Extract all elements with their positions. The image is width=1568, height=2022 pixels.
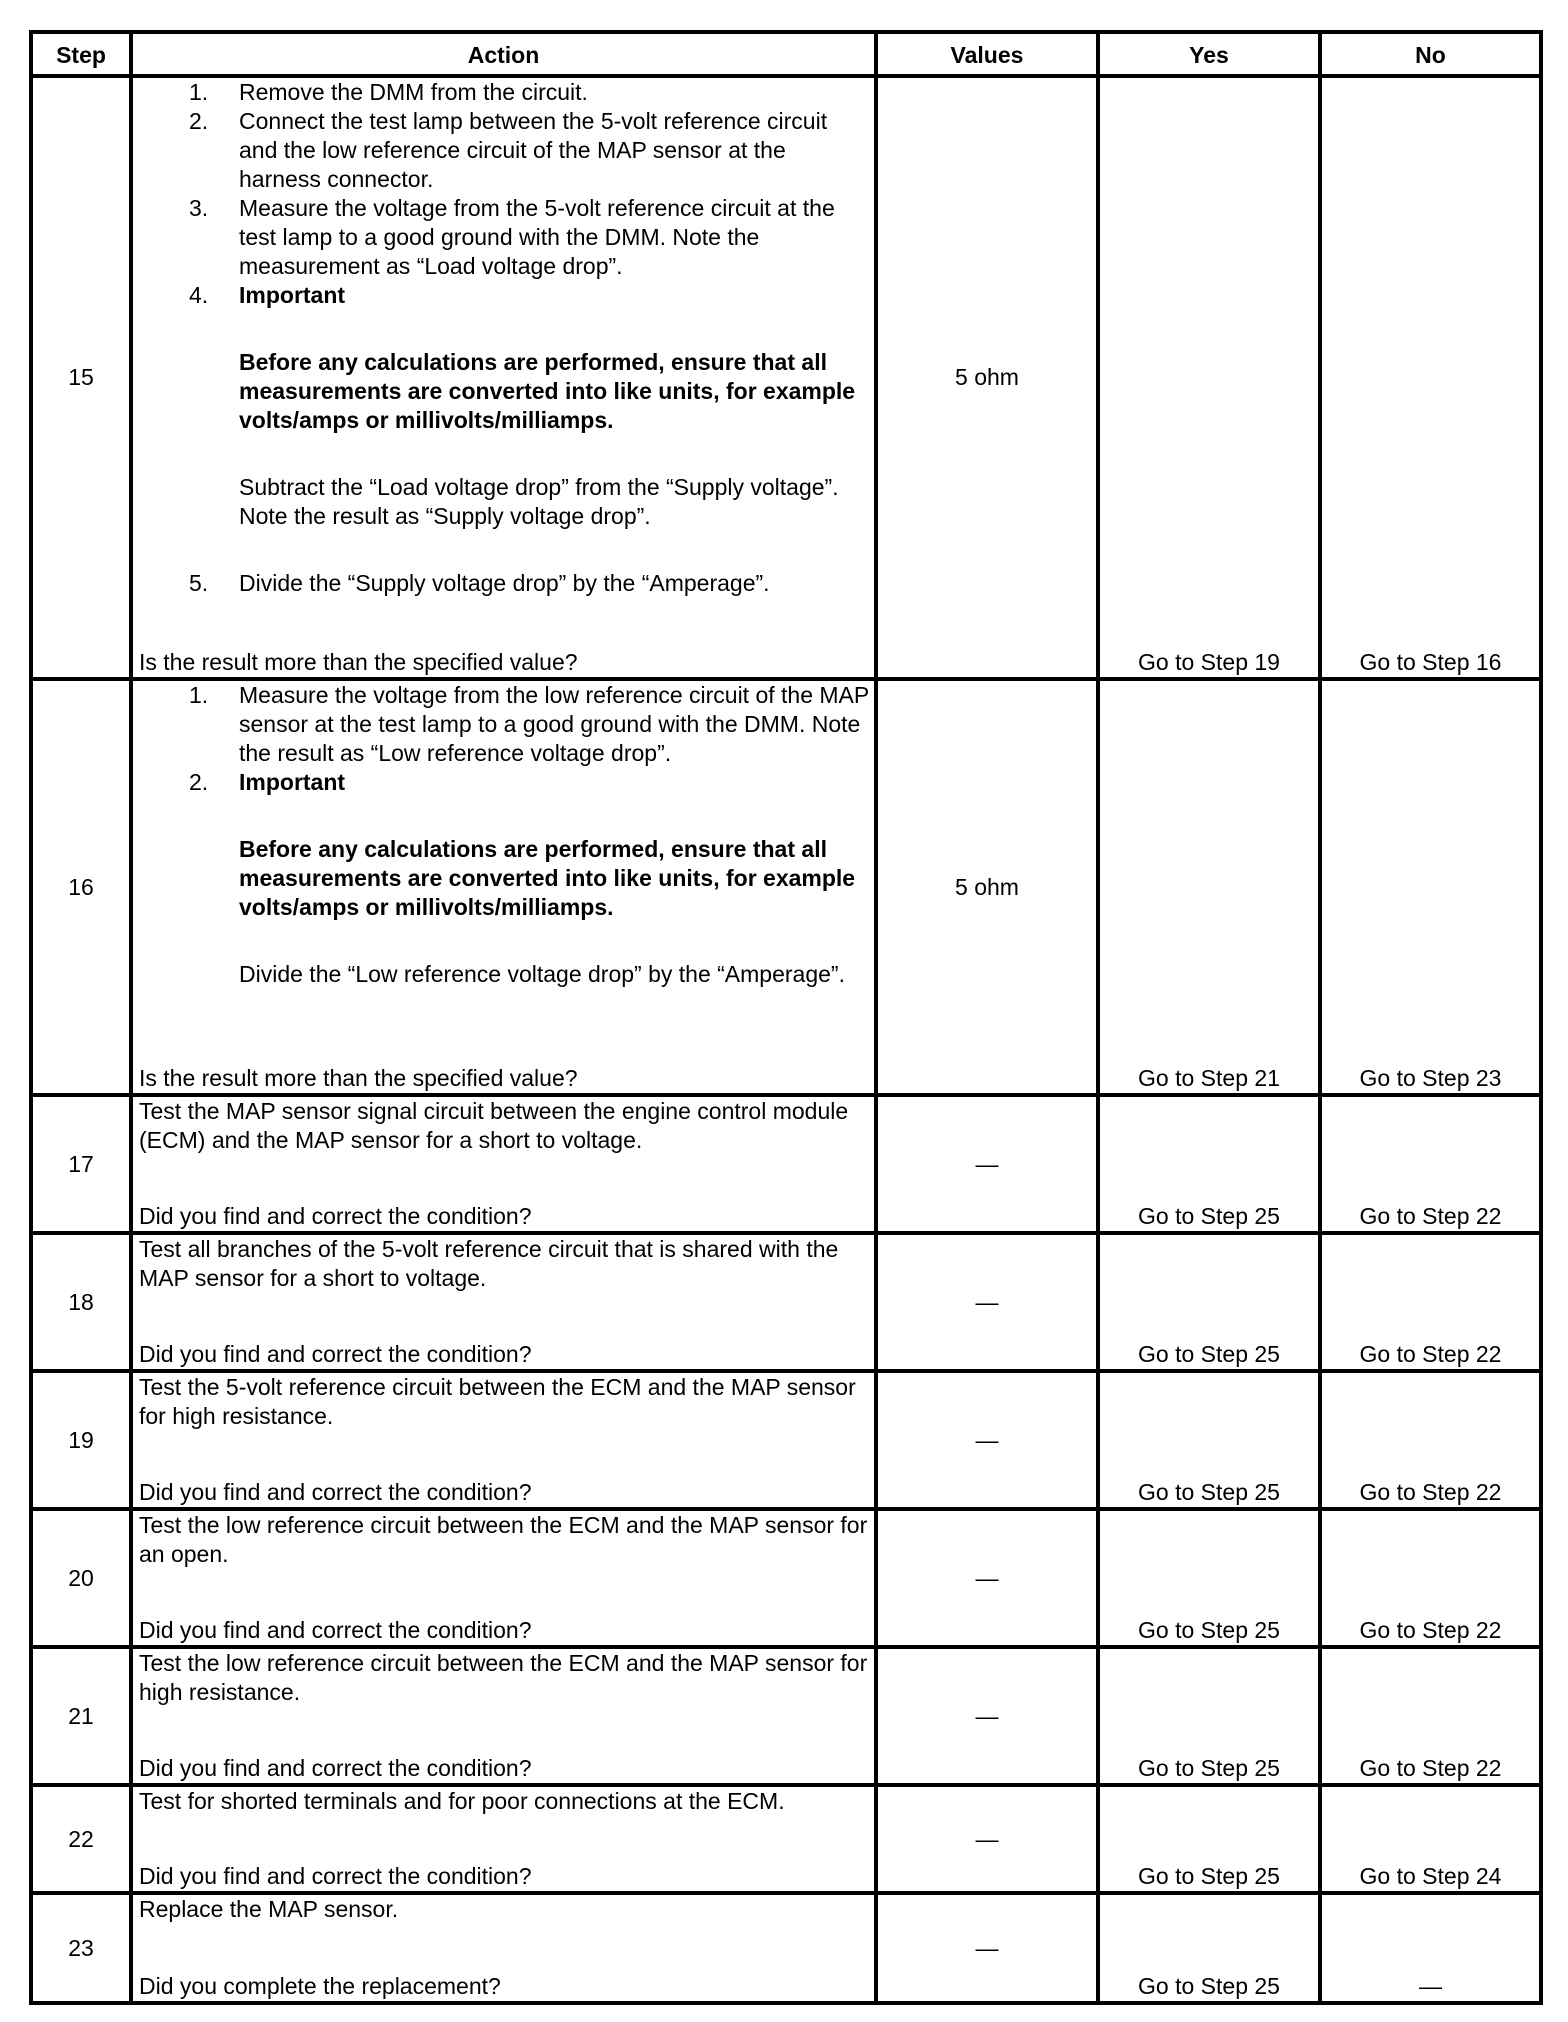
yes-result: Go to Step 25 (1098, 1233, 1320, 1371)
step-number: 19 (31, 1371, 131, 1509)
action-text: Replace the MAP sensor. (139, 1896, 399, 1922)
list-item: 1. Measure the voltage from the low reference circuit of the MAP sensor at the test lamp to a good ground with the DMM. Note the result as “Low reference voltage drop”. (189, 682, 869, 766)
question-text: Is the result more than the specified value? (139, 1065, 578, 1091)
value-cell: — (876, 1095, 1098, 1233)
important-note: Before any calculations are performed, ensure that all measurements are converted into like units, for example volts/amps or millivolts/milliamps. (239, 349, 856, 433)
yes-result: Go to Step 19 (1098, 76, 1320, 679)
value-cell: 5 ohm (876, 679, 1098, 1095)
no-result: Go to Step 16 (1320, 76, 1541, 679)
list-item: 4. Important (189, 282, 346, 308)
diagnostic-table (29, 30, 1543, 2005)
important-note: Before any calculations are performed, ensure that all measurements are converted into like units, for example volts/amps or millivolts/milliamps. (239, 836, 856, 920)
question-text: Did you find and correct the condition? (139, 1479, 532, 1505)
action-text: Test the MAP sensor signal circuit between the engine control module (ECM) and the MAP sensor for a short to voltage. (139, 1098, 849, 1153)
value-cell: 5 ohm (876, 76, 1098, 679)
sub-instruction: Subtract the “Load voltage drop” from the “Supply voltage”. Note the result as “Supply voltage drop”. (239, 474, 839, 529)
action-cell (131, 1893, 876, 2003)
step-number: 16 (31, 679, 131, 1095)
no-result: Go to Step 22 (1320, 1647, 1541, 1785)
action-cell (131, 1233, 876, 1371)
list-item: 2. Important (189, 769, 346, 795)
action-text: Test all branches of the 5-volt reference circuit that is shared with the MAP sensor for a short to voltage. (139, 1236, 839, 1291)
question-text: Did you find and correct the condition? (139, 1755, 532, 1781)
yes-result: Go to Step 21 (1098, 679, 1320, 1095)
value-cell: — (876, 1785, 1098, 1893)
procedure-list (139, 78, 870, 310)
no-result: Go to Step 22 (1320, 1509, 1541, 1647)
no-result: Go to Step 22 (1320, 1371, 1541, 1509)
value-cell: — (876, 1233, 1098, 1371)
no-result: — (1320, 1893, 1541, 2003)
yes-result: Go to Step 25 (1098, 1785, 1320, 1893)
important-label: Important (239, 282, 346, 308)
header-yes: Yes (1098, 32, 1320, 76)
yes-result: Go to Step 25 (1098, 1095, 1320, 1233)
value-cell: — (876, 1371, 1098, 1509)
table-row-step-23 (31, 1893, 1541, 2003)
header-no: No (1320, 32, 1541, 76)
table-row-step-19 (31, 1371, 1541, 1509)
action-text: Test the low reference circuit between the ECM and the MAP sensor for an open. (139, 1512, 868, 1567)
action-cell (131, 1647, 876, 1785)
value-cell: — (876, 1647, 1098, 1785)
sub-instruction: Divide the “Low reference voltage drop” by the “Amperage”. (239, 961, 845, 987)
step-number: 17 (31, 1095, 131, 1233)
step-number: 18 (31, 1233, 131, 1371)
step-number: 15 (31, 76, 131, 679)
question-text: Did you find and correct the condition? (139, 1617, 532, 1643)
value-cell: — (876, 1893, 1098, 2003)
action-cell (131, 679, 876, 1095)
question-text: Did you find and correct the condition? (139, 1203, 532, 1229)
step-number: 20 (31, 1509, 131, 1647)
table-row-step-17 (31, 1095, 1541, 1233)
question-text: Did you find and correct the condition? (139, 1863, 532, 1889)
value-cell: — (876, 1509, 1098, 1647)
table-row-step-21 (31, 1647, 1541, 1785)
important-label: Important (239, 769, 346, 795)
procedure-list (139, 681, 870, 797)
action-cell (131, 1371, 876, 1509)
question-text: Is the result more than the specified value? (139, 649, 578, 675)
table-row-step-15 (31, 76, 1541, 679)
table-row-step-22 (31, 1785, 1541, 1893)
list-item: 5. Divide the “Supply voltage drop” by the “Amperage”. (189, 570, 770, 596)
no-result: Go to Step 24 (1320, 1785, 1541, 1893)
list-item: 3. Measure the voltage from the 5-volt reference circuit at the test lamp to a good ground with the DMM. Note the measurement as “Load voltage drop”. (189, 195, 835, 279)
table-row-step-18 (31, 1233, 1541, 1371)
action-text: Test the 5-volt reference circuit between the ECM and the MAP sensor for high resistance. (139, 1374, 856, 1429)
step-number: 21 (31, 1647, 131, 1785)
yes-result: Go to Step 25 (1098, 1509, 1320, 1647)
action-cell (131, 1785, 876, 1893)
table-row-step-16 (31, 679, 1541, 1095)
header-step: Step (31, 32, 131, 76)
no-result: Go to Step 22 (1320, 1233, 1541, 1371)
yes-result: Go to Step 25 (1098, 1371, 1320, 1509)
step-number: 23 (31, 1893, 131, 2003)
question-text: Did you complete the replacement? (139, 1973, 501, 1999)
list-item: 1. Remove the DMM from the circuit. (189, 79, 588, 105)
list-item: 2. Connect the test lamp between the 5-volt reference circuit and the low reference circuit of the MAP sensor at the harness connector. (189, 108, 828, 192)
question-text: Did you find and correct the condition? (139, 1341, 532, 1367)
action-cell (131, 1509, 876, 1647)
header-values: Values (876, 32, 1098, 76)
yes-result: Go to Step 25 (1098, 1647, 1320, 1785)
action-text: Test for shorted terminals and for poor connections at the ECM. (139, 1788, 785, 1814)
header-row (31, 32, 1541, 76)
action-cell (131, 1095, 876, 1233)
action-cell (131, 76, 876, 679)
no-result: Go to Step 22 (1320, 1095, 1541, 1233)
no-result: Go to Step 23 (1320, 679, 1541, 1095)
header-action: Action (131, 32, 876, 76)
step-number: 22 (31, 1785, 131, 1893)
yes-result: Go to Step 25 (1098, 1893, 1320, 2003)
table-row-step-20 (31, 1509, 1541, 1647)
action-text: Test the low reference circuit between the ECM and the MAP sensor for high resistance. (139, 1650, 868, 1705)
